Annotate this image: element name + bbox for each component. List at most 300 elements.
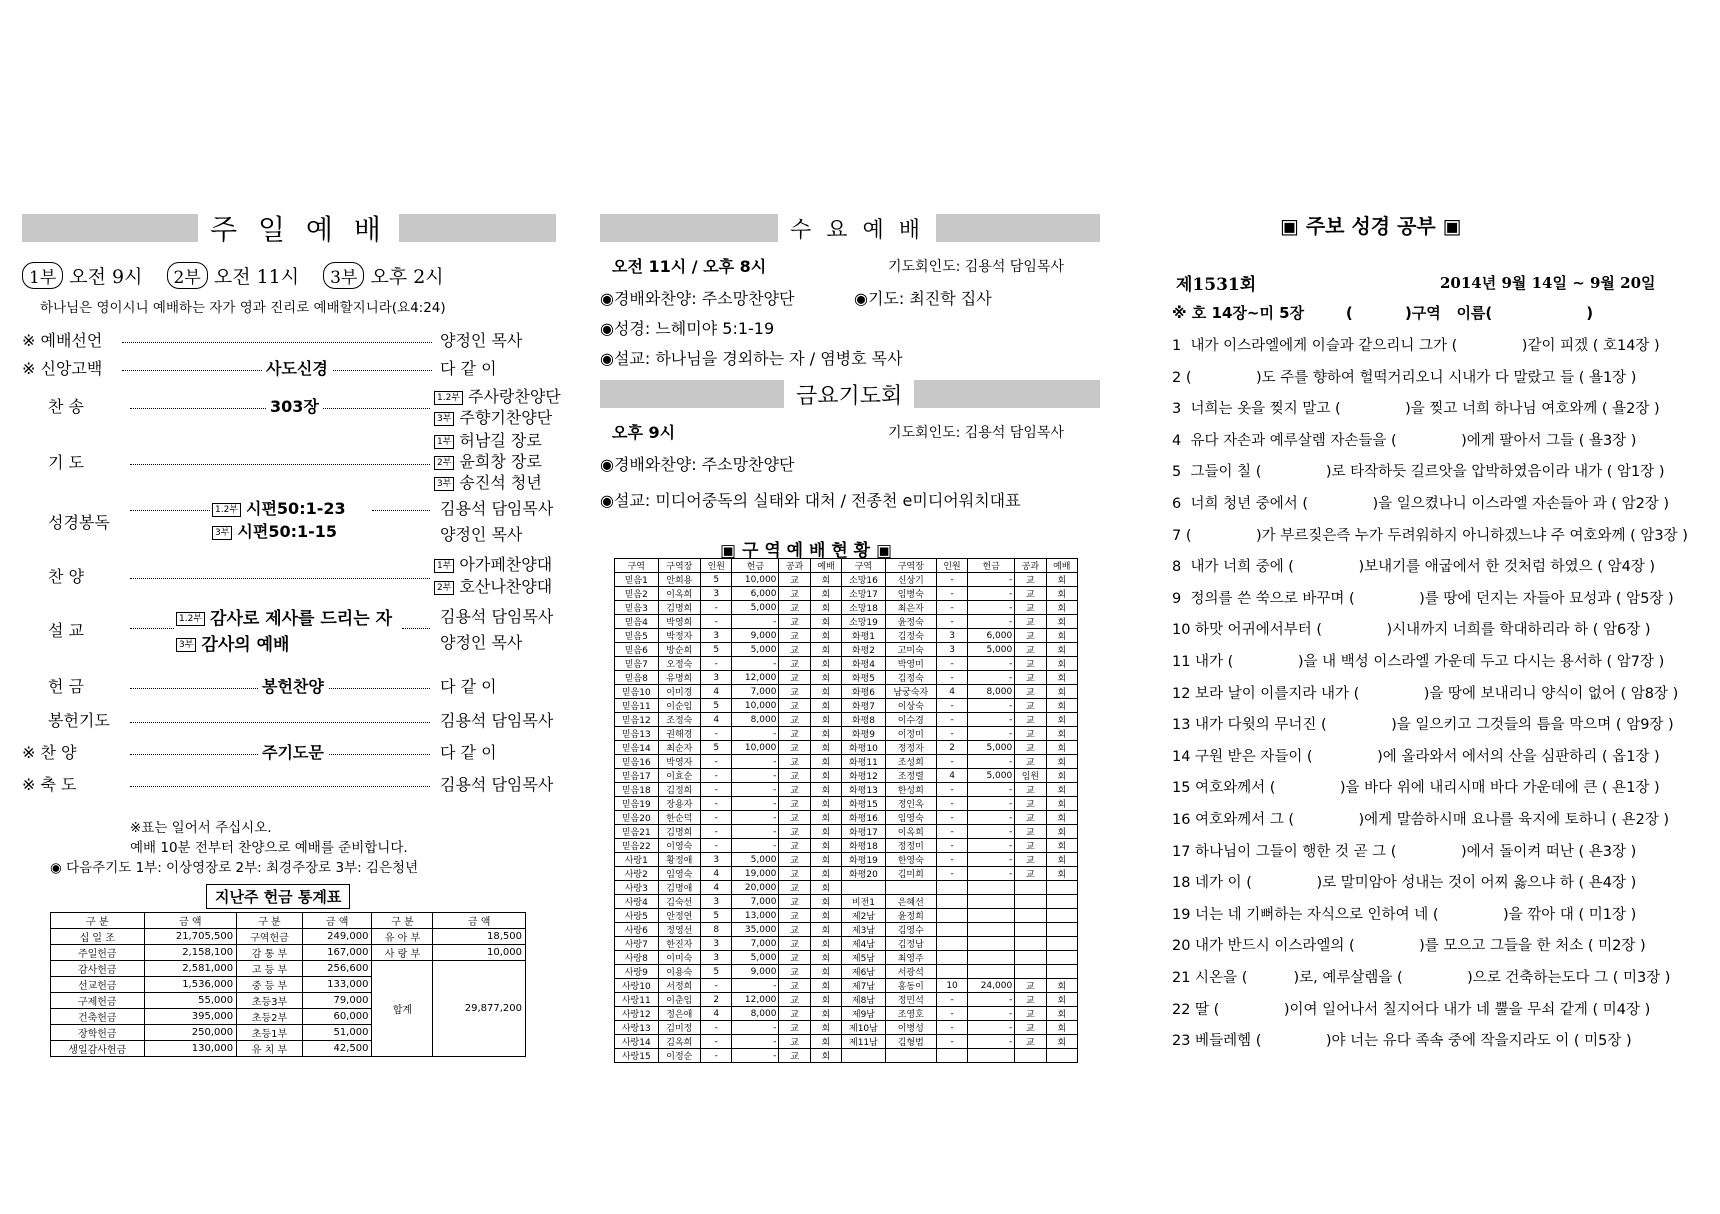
table-cell: 사랑7 <box>615 937 659 951</box>
study-question: 7 ( )가 부르짖은즉 누가 두려워하지 아니하겠느냐 주 여호와께 ( 암3장 ) <box>1172 527 1688 544</box>
table-cell: - <box>968 993 1015 1007</box>
table-cell: 회 <box>1046 713 1077 727</box>
table-cell: 교 <box>1015 741 1046 755</box>
order-row-scripture <box>22 496 556 546</box>
table-cell: 10,000 <box>732 741 779 755</box>
table-cell: 사랑9 <box>615 965 659 979</box>
table-cell <box>936 881 967 895</box>
table-cell: - <box>701 825 732 839</box>
table-cell: 교 <box>779 979 810 993</box>
table-cell: 회 <box>1046 993 1077 1007</box>
table-cell: 회 <box>810 615 841 629</box>
table-cell: 김정숙 <box>885 629 936 643</box>
table-cell: 믿음1 <box>615 573 659 587</box>
table-cell: 사랑4 <box>615 895 659 909</box>
table-cell: 임영숙 <box>885 811 936 825</box>
table-cell <box>968 895 1015 909</box>
table-cell <box>936 937 967 951</box>
table-cell: - <box>936 797 967 811</box>
table-cell: 황정애 <box>658 853 701 867</box>
table-cell <box>1015 951 1046 965</box>
table-cell: 김명희 <box>658 601 701 615</box>
table-cell: 사랑1 <box>615 853 659 867</box>
table-cell: 제2남 <box>842 909 886 923</box>
table-cell: 회 <box>810 601 841 615</box>
table-cell <box>1046 909 1077 923</box>
table-cell: 회 <box>1046 1021 1077 1035</box>
table-cell: - <box>936 699 967 713</box>
table-cell: 교 <box>779 1007 810 1021</box>
total-label: 합계 <box>372 961 433 1057</box>
table-cell: 박영미 <box>885 657 936 671</box>
table-cell: 교 <box>779 993 810 1007</box>
table-cell: - <box>968 671 1015 685</box>
table-cell: 중 등 부 <box>237 977 303 993</box>
column-header: 인원 <box>701 559 732 573</box>
table-row <box>615 797 1078 811</box>
table-cell: 회 <box>1046 797 1077 811</box>
table-cell: - <box>701 797 732 811</box>
table-cell: 회 <box>810 629 841 643</box>
order-leader: 1부 아가페찬양대 <box>434 552 552 575</box>
table-cell: 제3남 <box>842 923 886 937</box>
study-question: 18 네가 이 ( )로 말미암아 성내는 것이 어찌 옳으냐 하 ( 욘4장 ) <box>1172 875 1637 892</box>
service-times <box>22 262 462 289</box>
table-cell: 정영선 <box>658 923 701 937</box>
table-cell: 제9남 <box>842 1007 886 1021</box>
table-cell: 10,000 <box>732 699 779 713</box>
table-cell: 250,000 <box>144 1025 237 1041</box>
column-header: 금 액 <box>302 913 372 929</box>
table-cell: 최은자 <box>885 601 936 615</box>
table-cell: 한진자 <box>658 937 701 951</box>
column-header: 헌금 <box>968 559 1015 573</box>
table-cell: 교 <box>779 713 810 727</box>
table-cell: 10 <box>936 979 967 993</box>
table-cell: 조정렬 <box>885 769 936 783</box>
table-cell: 교 <box>779 727 810 741</box>
table-cell: - <box>968 811 1015 825</box>
table-cell: 교 <box>779 1049 810 1063</box>
table-cell: 신상기 <box>885 573 936 587</box>
table-cell: 장용자 <box>658 797 701 811</box>
table-cell: 5 <box>701 965 732 979</box>
leader-dots <box>122 342 432 343</box>
table-cell: 소망18 <box>842 601 886 615</box>
table-cell: - <box>936 1035 967 1049</box>
table-row <box>615 727 1078 741</box>
table-cell: 교 <box>779 629 810 643</box>
table-cell: - <box>936 1021 967 1035</box>
table-cell: 은혜선 <box>885 895 936 909</box>
table-cell: 소망17 <box>842 587 886 601</box>
table-cell: - <box>968 797 1015 811</box>
table-cell: - <box>968 727 1015 741</box>
table-cell: - <box>968 825 1015 839</box>
order-item: 사도신경 <box>262 356 332 379</box>
table-row <box>615 895 1078 909</box>
table-cell: 9,000 <box>732 965 779 979</box>
table-cell: - <box>701 601 732 615</box>
table-cell: 초등2부 <box>237 1009 303 1025</box>
table-cell: - <box>732 769 779 783</box>
table-cell: 3 <box>701 671 732 685</box>
note-stand: ※표는 일어서 주십시오. <box>130 820 272 836</box>
table-cell: 교 <box>779 895 810 909</box>
table-row <box>615 937 1078 951</box>
table-cell: 7,000 <box>732 937 779 951</box>
table-cell <box>1046 937 1077 951</box>
table-cell: 7,000 <box>732 685 779 699</box>
offering-table <box>50 912 526 1057</box>
table-cell: 선교헌금 <box>51 977 145 993</box>
table-row <box>615 713 1078 727</box>
table-cell: 화평13 <box>842 783 886 797</box>
table-cell: 회 <box>1046 671 1077 685</box>
table-cell: 교 <box>1015 797 1046 811</box>
table-cell: 김미정 <box>658 1021 701 1035</box>
table-cell: - <box>968 853 1015 867</box>
table-cell: 비전1 <box>842 895 886 909</box>
table-cell: 회 <box>810 979 841 993</box>
table-cell: 김정남 <box>885 937 936 951</box>
table-cell: 8,000 <box>732 713 779 727</box>
table-cell: 믿음7 <box>615 657 659 671</box>
table-cell: 회 <box>810 797 841 811</box>
table-cell: 회 <box>810 685 841 699</box>
table-cell: 이미숙 <box>658 951 701 965</box>
table-cell: 임원 <box>1015 769 1046 783</box>
table-cell: 믿음4 <box>615 615 659 629</box>
column-header: 공과 <box>779 559 810 573</box>
table-cell: 회 <box>810 867 841 881</box>
table-cell: - <box>701 1049 732 1063</box>
table-row <box>615 965 1078 979</box>
table-cell: 이상숙 <box>885 699 936 713</box>
table-cell: 이옥희 <box>885 825 936 839</box>
table-cell: - <box>936 839 967 853</box>
table-cell: 감 통 부 <box>237 945 303 961</box>
table-row <box>615 657 1078 671</box>
table-cell: 3 <box>936 643 967 657</box>
table-cell: 고미숙 <box>885 643 936 657</box>
table-cell: 이효순 <box>658 769 701 783</box>
table-cell: 유 치 부 <box>237 1041 303 1057</box>
table-cell: 회 <box>810 881 841 895</box>
table-cell: 서정희 <box>658 979 701 993</box>
table-cell: 회 <box>1046 629 1077 643</box>
table-cell <box>1046 923 1077 937</box>
table-cell: 구역헌금 <box>237 929 303 945</box>
order-leader: 다 같 이 <box>440 743 497 762</box>
table-cell: 화평5 <box>842 671 886 685</box>
table-cell: - <box>936 993 967 1007</box>
table-cell: 8 <box>701 923 732 937</box>
table-cell: 5,000 <box>732 853 779 867</box>
table-cell: 화평17 <box>842 825 886 839</box>
table-cell: 3 <box>701 937 732 951</box>
table-row <box>615 643 1078 657</box>
table-cell: - <box>968 783 1015 797</box>
table-cell: 화평16 <box>842 811 886 825</box>
study-question: 13 내가 다윗의 무너진 ( )을 일으키고 그것들의 틈을 막으며 ( 암9장 ) <box>1172 717 1674 734</box>
table-cell: - <box>732 811 779 825</box>
table-cell: 회 <box>1046 867 1077 881</box>
table-cell: - <box>968 601 1015 615</box>
table-cell: 사 랑 부 <box>372 945 433 961</box>
column-header: 구 분 <box>51 913 145 929</box>
table-cell <box>1015 965 1046 979</box>
table-cell: 51,000 <box>302 1025 372 1041</box>
service-time: 오전 9시 <box>69 266 143 288</box>
study-issue: 제1531회 <box>1176 275 1257 295</box>
table-cell: 믿음17 <box>615 769 659 783</box>
study-question: 1 내가 이스라엘에게 이슬과 같으리니 그가 ( )같이 피겠 ( 호14장 ) <box>1172 338 1660 354</box>
wednesday-time: 오전 11시 / 오후 8시 <box>612 257 767 276</box>
order-label: ※ 예배선언 <box>22 331 103 350</box>
table-cell: 3 <box>701 587 732 601</box>
table-cell: 사랑13 <box>615 1021 659 1035</box>
table-cell: 이옥희 <box>658 587 701 601</box>
friday-title-bar <box>600 380 1100 408</box>
table-cell: 윤정숙 <box>885 615 936 629</box>
table-cell: 박영자 <box>658 755 701 769</box>
table-cell: 회 <box>1046 769 1077 783</box>
table-cell: - <box>968 573 1015 587</box>
order-label: 봉헌기도 <box>48 711 110 730</box>
table-cell: 김명애 <box>658 881 701 895</box>
table-cell: 박정자 <box>658 629 701 643</box>
table-cell: 12,000 <box>732 993 779 1007</box>
table-cell: 사랑10 <box>615 979 659 993</box>
table-cell: 5,000 <box>732 643 779 657</box>
sunday-title-bar <box>22 213 556 246</box>
table-cell: 교 <box>1015 713 1046 727</box>
order-leader: 김용석 담임목사 <box>440 775 554 794</box>
study-question: 19 너는 네 기뻐하는 자식으로 인하여 네 ( )을 깎아 대 ( 미1장 ) <box>1172 906 1637 923</box>
order-label: ※ 찬 양 <box>22 743 77 762</box>
table-row <box>615 615 1078 629</box>
table-cell: 회 <box>810 783 841 797</box>
table-cell: 한성희 <box>885 783 936 797</box>
table-cell: 9,000 <box>732 629 779 643</box>
table-cell <box>968 951 1015 965</box>
table-cell: 교 <box>1015 1021 1046 1035</box>
table-cell: 회 <box>810 587 841 601</box>
table-cell: 6,000 <box>732 587 779 601</box>
table-cell: - <box>701 657 732 671</box>
offering-title: 지난주 헌금 통계표 <box>206 884 350 909</box>
table-cell: 사랑8 <box>615 951 659 965</box>
column-header: 구역 <box>615 559 659 573</box>
leader-dots <box>130 578 430 579</box>
table-cell: 이용숙 <box>658 965 701 979</box>
table-cell: 5,000 <box>968 741 1015 755</box>
note-prepare: 예배 10분 전부터 찬양으로 예배를 준비합니다. <box>130 840 408 856</box>
table-cell: - <box>936 713 967 727</box>
table-cell: 10,000 <box>732 573 779 587</box>
table-cell: 김정희 <box>658 783 701 797</box>
table-row <box>615 1021 1078 1035</box>
table-cell: 회 <box>1046 643 1077 657</box>
order-leader: 3부 송진석 청년 <box>434 470 542 493</box>
table-cell: 회 <box>1046 741 1077 755</box>
table-cell: 교 <box>1015 839 1046 853</box>
table-cell: 화평20 <box>842 867 886 881</box>
table-cell: - <box>936 1007 967 1021</box>
table-cell: 교 <box>1015 1007 1046 1021</box>
table-cell: 교 <box>779 601 810 615</box>
table-cell: 회 <box>810 741 841 755</box>
table-cell: 김형범 <box>885 1035 936 1049</box>
study-question: 23 베들레헴 ( )야 너는 유다 족속 중에 작을지라도 이 ( 미5장 ) <box>1172 1033 1632 1050</box>
column-header: 헌금 <box>732 559 779 573</box>
table-cell: 130,000 <box>144 1041 237 1057</box>
table-row <box>615 1049 1078 1063</box>
order-row-choir <box>22 552 556 596</box>
table-cell: 교 <box>779 769 810 783</box>
table-cell: 제7남 <box>842 979 886 993</box>
table-cell: 김영수 <box>885 923 936 937</box>
table-cell: 이수경 <box>885 713 936 727</box>
table-cell: 교 <box>1015 573 1046 587</box>
district-table <box>614 558 1078 1063</box>
order-leader: 1.2부 주사랑찬양단 <box>434 384 561 407</box>
table-cell: 회 <box>1046 755 1077 769</box>
table-cell: 교 <box>779 951 810 965</box>
table-cell <box>1015 1049 1046 1063</box>
table-cell: 이병성 <box>885 1021 936 1035</box>
table-cell <box>936 965 967 979</box>
table-cell: 회 <box>1046 685 1077 699</box>
table-cell: 회 <box>810 923 841 937</box>
table-cell: 믿음5 <box>615 629 659 643</box>
table-cell: 교 <box>779 657 810 671</box>
table-row <box>615 951 1078 965</box>
title-bar-fill-left <box>600 380 784 408</box>
table-cell: 교 <box>779 797 810 811</box>
table-cell: - <box>936 825 967 839</box>
study-question: 9 정의를 쓴 쑥으로 바꾸며 ( )를 땅에 던지는 자들아 묘성과 ( 암5장 ) <box>1172 590 1674 607</box>
table-cell: 42,500 <box>302 1041 372 1057</box>
order-row-hymn <box>22 384 561 427</box>
table-cell: 이춘임 <box>658 993 701 1007</box>
table-cell: 화평6 <box>842 685 886 699</box>
table-cell: 김미희 <box>885 867 936 881</box>
table-cell: 사랑12 <box>615 1007 659 1021</box>
study-question: 17 하나님이 그들이 행한 것 곧 그 ( )에서 돌이켜 떠난 ( 욘3장 ) <box>1172 843 1637 860</box>
table-cell: 교 <box>779 643 810 657</box>
table-cell: - <box>968 587 1015 601</box>
wednesday-leader: 기도회인도: 김용석 담임목사 <box>888 259 1064 275</box>
table-cell <box>1046 881 1077 895</box>
table-cell: 한순덕 <box>658 811 701 825</box>
study-question: 11 내가 ( )을 내 백성 이스라엘 가운데 두고 다시는 용서하 ( 암7장 ) <box>1172 654 1665 670</box>
order-label: 찬 양 <box>48 567 84 586</box>
table-cell <box>885 1049 936 1063</box>
table-row <box>615 867 1078 881</box>
table-cell: 79,000 <box>302 993 372 1009</box>
table-cell: 교 <box>1015 657 1046 671</box>
table-cell: 교 <box>1015 783 1046 797</box>
district-title: ▣ 구 역 예 배 현 황 ▣ <box>720 541 893 561</box>
table-cell: 화평9 <box>842 727 886 741</box>
title-bar-fill-right <box>914 380 1100 408</box>
column-header: 구역장 <box>658 559 701 573</box>
table-cell <box>1015 937 1046 951</box>
table-cell: - <box>936 587 967 601</box>
order-label: 헌 금 <box>48 677 84 696</box>
table-cell: 교 <box>1015 853 1046 867</box>
table-cell: 이영숙 <box>658 839 701 853</box>
table-cell <box>1015 909 1046 923</box>
table-cell: 교 <box>1015 601 1046 615</box>
table-cell: 4 <box>701 713 732 727</box>
order-item: 3부 시편50:1-15 <box>212 519 337 542</box>
table-cell: 회 <box>1046 1007 1077 1021</box>
table-cell <box>1015 881 1046 895</box>
table-cell: 회 <box>810 937 841 951</box>
table-cell <box>968 881 1015 895</box>
table-cell: 12,000 <box>732 671 779 685</box>
table-cell: 4 <box>701 867 732 881</box>
table-cell: - <box>732 979 779 993</box>
table-cell: 회 <box>810 811 841 825</box>
table-cell: - <box>968 1035 1015 1049</box>
table-cell: 60,000 <box>302 1009 372 1025</box>
table-cell <box>936 895 967 909</box>
table-cell: 2,158,100 <box>144 945 237 961</box>
table-cell: - <box>701 811 732 825</box>
table-cell: 교 <box>1015 643 1046 657</box>
table-cell: 5,000 <box>732 951 779 965</box>
table-cell: 믿음21 <box>615 825 659 839</box>
table-cell: 화평19 <box>842 853 886 867</box>
table-cell <box>842 881 886 895</box>
table-cell <box>936 951 967 965</box>
table-cell: 오정숙 <box>658 657 701 671</box>
table-cell: - <box>968 1007 1015 1021</box>
table-cell: 화평1 <box>842 629 886 643</box>
table-cell: 화평18 <box>842 839 886 853</box>
table-cell: 회 <box>810 965 841 979</box>
table-cell: 정정자 <box>885 741 936 755</box>
table-cell: 교 <box>779 937 810 951</box>
table-cell: 256,600 <box>302 961 372 977</box>
table-cell: 교 <box>779 867 810 881</box>
table-cell: 김숙선 <box>658 895 701 909</box>
order-label: ※ 신앙고백 <box>22 359 103 378</box>
table-cell: 회 <box>1046 811 1077 825</box>
title-bar-fill-left <box>600 214 778 242</box>
table-cell: 정인옥 <box>885 797 936 811</box>
wednesday-prayer: ◉기도: 최진학 집사 <box>854 289 992 308</box>
table-cell: - <box>701 769 732 783</box>
table-cell: 유명희 <box>658 671 701 685</box>
table-cell: 권해경 <box>658 727 701 741</box>
table-cell: 교 <box>1015 671 1046 685</box>
table-cell: - <box>732 1035 779 1049</box>
table-cell: 건축헌금 <box>51 1009 145 1025</box>
table-row <box>51 945 526 961</box>
table-cell: 제4남 <box>842 937 886 951</box>
table-cell: 십 일 조 <box>51 929 145 945</box>
table-cell: 믿음22 <box>615 839 659 853</box>
table-cell: 교 <box>1015 587 1046 601</box>
table-cell: 최순자 <box>658 741 701 755</box>
study-question: 16 여호와께서 그 ( )에게 말씀하시매 요나를 육지에 토하니 ( 욘2장 ) <box>1172 812 1670 828</box>
table-cell: 교 <box>779 923 810 937</box>
